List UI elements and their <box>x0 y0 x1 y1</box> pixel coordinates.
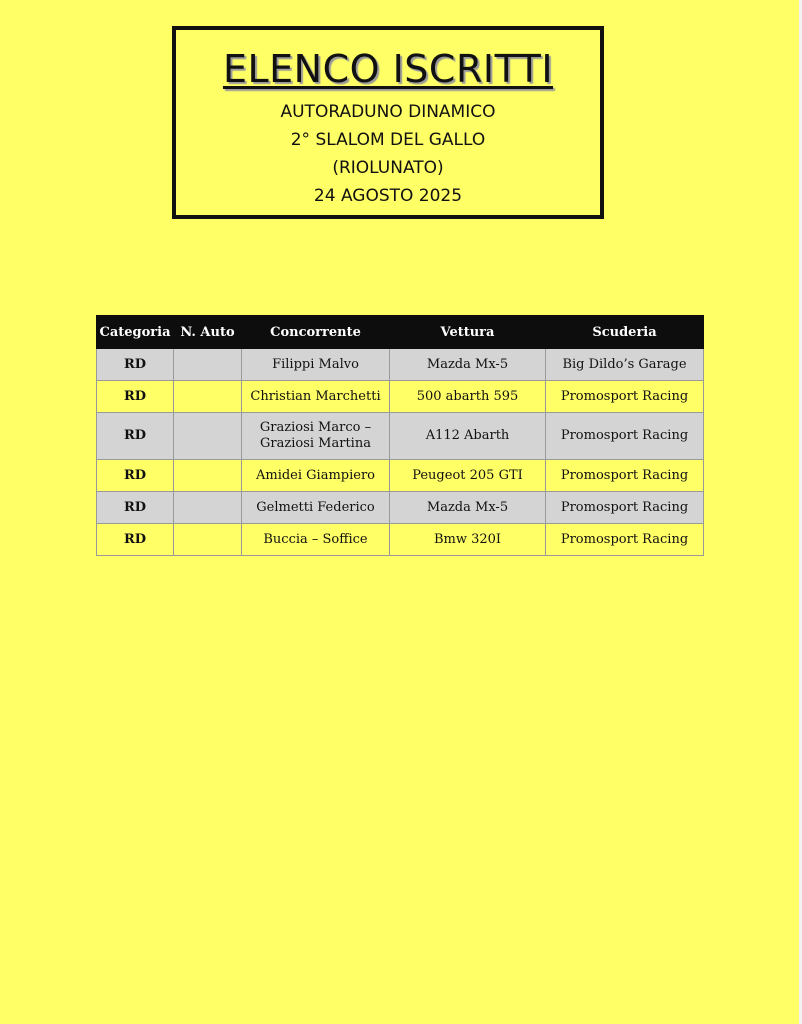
cell-vettura: 500 abarth 595 <box>390 381 546 413</box>
cell-vettura: A112 Abarth <box>390 413 546 460</box>
cell-scuderia: Big Dildo’s Garage <box>546 349 704 381</box>
cell-concorrente: Christian Marchetti <box>242 381 390 413</box>
table-row <box>97 492 704 524</box>
table-row <box>97 349 704 381</box>
entries-table-wrapper <box>96 315 703 556</box>
header-concorrente: Concorrente <box>242 316 390 349</box>
cell-categoria: RD <box>97 524 174 556</box>
header-categoria: Categoria <box>97 316 174 349</box>
cell-vettura: Bmw 320I <box>390 524 546 556</box>
cell-vettura: Peugeot 205 GTI <box>390 460 546 492</box>
cell-n-auto <box>174 413 242 460</box>
cell-n-auto <box>174 381 242 413</box>
event-date: 24 AGOSTO 2025 <box>313 186 463 206</box>
cell-categoria: RD <box>97 349 174 381</box>
header-n-auto: N. Auto <box>174 316 242 349</box>
cell-categoria: RD <box>97 381 174 413</box>
cell-vettura: Mazda Mx-5 <box>390 349 546 381</box>
table-row <box>97 524 704 556</box>
cell-concorrente: Buccia – Soffice <box>242 524 390 556</box>
entries-table <box>96 315 704 556</box>
cell-concorrente: Filippi Malvo <box>242 349 390 381</box>
cell-n-auto <box>174 492 242 524</box>
cell-categoria: RD <box>97 460 174 492</box>
cell-concorrente: Graziosi Marco – Graziosi Martina <box>242 413 390 460</box>
header-vettura: Vettura <box>390 316 546 349</box>
title-box <box>172 26 604 219</box>
table-row <box>97 460 704 492</box>
cell-scuderia: Promosport Racing <box>546 492 704 524</box>
cell-concorrente: Amidei Giampiero <box>242 460 390 492</box>
cell-n-auto <box>174 460 242 492</box>
cell-scuderia: Promosport Racing <box>546 381 704 413</box>
cell-vettura: Mazda Mx-5 <box>390 492 546 524</box>
cell-n-auto <box>174 349 242 381</box>
event-name: AUTORADUNO DINAMICO <box>280 102 496 122</box>
cell-categoria: RD <box>97 492 174 524</box>
table-row <box>97 413 704 460</box>
cell-categoria: RD <box>97 413 174 460</box>
cell-scuderia: Promosport Racing <box>546 413 704 460</box>
cell-n-auto <box>174 524 242 556</box>
event-location: (RIOLUNATO) <box>332 158 444 178</box>
header-scuderia: Scuderia <box>546 316 704 349</box>
cell-scuderia: Promosport Racing <box>546 524 704 556</box>
table-row <box>97 381 704 413</box>
document-title: ELENCO ISCRITTI <box>222 47 554 91</box>
event-edition: 2° SLALOM DEL GALLO <box>290 130 486 150</box>
cell-concorrente: Gelmetti Federico <box>242 492 390 524</box>
cell-scuderia: Promosport Racing <box>546 460 704 492</box>
table-header-row <box>97 316 704 349</box>
